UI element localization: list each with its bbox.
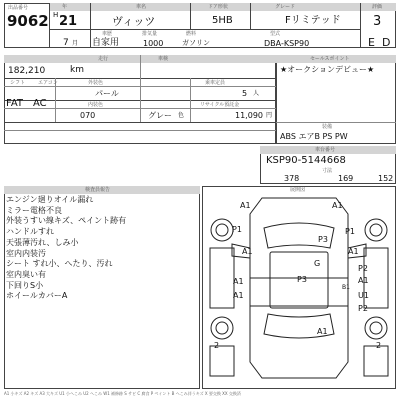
aircon-value: AC bbox=[33, 98, 47, 109]
era-year: 21 bbox=[59, 14, 78, 29]
damage-mark: A1 bbox=[233, 291, 244, 300]
damage-mark: A1 bbox=[358, 276, 369, 285]
usage-label: 車歴 bbox=[102, 31, 113, 37]
dim-length: 378 bbox=[284, 174, 300, 183]
month-value: 7 bbox=[63, 38, 69, 48]
note-item: 室内臭い有 bbox=[6, 269, 46, 279]
damage-mark: B1 bbox=[342, 284, 350, 291]
shift-label: シフト bbox=[10, 80, 26, 86]
equipment-list: ABS エアB PS PW bbox=[280, 132, 348, 141]
fuel-value: ガソリン bbox=[182, 39, 210, 47]
damage-mark: P2 bbox=[358, 264, 368, 273]
transmission-value: FAT bbox=[6, 98, 24, 109]
sales-label: セールスポイント bbox=[310, 56, 350, 62]
damage-mark: U1 bbox=[358, 291, 369, 300]
damage-mark: 2 bbox=[214, 341, 220, 350]
sales-point: ★オークションデビュー★ bbox=[280, 65, 375, 74]
score-exterior: D bbox=[382, 36, 391, 49]
mileage-unit: km bbox=[70, 65, 84, 75]
dims-label: 寸法 bbox=[322, 168, 333, 174]
wheel bbox=[211, 219, 233, 241]
damage-mark: A1 bbox=[332, 201, 343, 210]
mileage-label: 走行 bbox=[98, 56, 109, 62]
note-item: 外装うすい線キズ、ペイント跡有 bbox=[6, 216, 127, 226]
wheel bbox=[365, 317, 387, 339]
divider bbox=[250, 3, 251, 29]
month-unit: 月 bbox=[72, 40, 79, 47]
chassis-label: 車台番号 bbox=[315, 147, 336, 153]
grade-name: Fリミテッド bbox=[285, 15, 341, 26]
damage-mark: A1 bbox=[317, 327, 328, 336]
dim-width: 169 bbox=[338, 174, 354, 183]
era-letter: H bbox=[53, 11, 59, 19]
lot-number: 9062 bbox=[7, 12, 49, 30]
damage-mark: A1 bbox=[348, 247, 359, 256]
damage-mark: P1 bbox=[232, 225, 242, 234]
damage-mark: P2 bbox=[358, 304, 368, 313]
divider bbox=[190, 3, 191, 29]
note-item: ハンドルすれ bbox=[6, 227, 54, 237]
note-item: ミラー電格不良 bbox=[6, 205, 62, 215]
inspection-label: 車検 bbox=[158, 56, 169, 62]
interior-unit: 色 bbox=[178, 112, 185, 119]
color-label: 外装色 bbox=[88, 80, 104, 86]
divider bbox=[140, 55, 141, 122]
price-unit: 円 bbox=[266, 112, 273, 119]
note-item: ホイールカバーA bbox=[6, 291, 68, 301]
interior-color: グレー bbox=[148, 111, 172, 120]
disp-label: 排気量 bbox=[142, 31, 158, 37]
damage-mark: G bbox=[314, 259, 321, 268]
damage-mark: A1 bbox=[240, 201, 251, 210]
lot-label: 出品番号 bbox=[8, 5, 29, 11]
divider bbox=[190, 78, 191, 122]
damage-mark: P3 bbox=[318, 235, 328, 244]
note-item: 下回りS小 bbox=[6, 280, 44, 290]
mileage-value: 182,210 bbox=[8, 66, 46, 76]
body-type: 5HB bbox=[212, 15, 233, 26]
score-value: 3 bbox=[373, 14, 382, 29]
color-code: 070 bbox=[80, 111, 96, 120]
divider bbox=[276, 122, 396, 123]
era-label: 年 bbox=[62, 4, 68, 10]
seats-value: 5 bbox=[242, 89, 248, 98]
divider bbox=[360, 3, 361, 48]
divider bbox=[90, 3, 91, 48]
chassis-number: KSP90-5144668 bbox=[266, 155, 346, 166]
divider bbox=[4, 130, 276, 131]
note-item: 室内内装汚 bbox=[6, 248, 46, 258]
damage-mark: P3 bbox=[297, 275, 307, 284]
damage-mark: 2 bbox=[376, 341, 382, 350]
damage-mark: P1 bbox=[345, 227, 355, 236]
dim-height: 152 bbox=[378, 174, 394, 183]
color-name: パール bbox=[95, 89, 119, 98]
grade-label: グレード bbox=[275, 4, 296, 10]
equipment-label: 装備 bbox=[322, 124, 333, 130]
usage-value: 自家用 bbox=[92, 38, 120, 48]
note-item: エンジン廻りオイル漏れ bbox=[6, 195, 94, 204]
car-name: ヴィッツ bbox=[112, 15, 156, 28]
doors-label: ドア形状 bbox=[208, 4, 228, 10]
wheel bbox=[211, 317, 233, 339]
footer-legend: A1 小キズ A2 キズ A3 大キズ U1 小へこみ U2 へこみ W1 補修跡 S サビ C 腐食 P ペイント B へこみ伴うキズ X 要交換 XX 交換済 bbox=[4, 391, 241, 396]
seats-label: 乗車定員 bbox=[205, 80, 226, 86]
notes-title: 検査員報告 bbox=[85, 187, 111, 193]
fuel-label: 燃料 bbox=[186, 31, 197, 37]
interior-label: 内装色 bbox=[88, 102, 104, 108]
divider bbox=[4, 122, 276, 123]
model-code: DBA-KSP90 bbox=[264, 39, 310, 48]
price-value: 11,090 bbox=[235, 111, 263, 120]
wheel bbox=[365, 219, 387, 241]
note-item: シート すれ小、へたり、汚れ bbox=[6, 259, 113, 269]
aircon-label: エアコン bbox=[38, 80, 58, 86]
seats-unit: 人 bbox=[253, 90, 260, 97]
damage-mark: A1 bbox=[242, 247, 253, 256]
divider bbox=[50, 29, 360, 30]
displacement-value: 1000 bbox=[143, 39, 164, 48]
model-label: 型式 bbox=[270, 31, 281, 37]
score-interior: E bbox=[368, 36, 375, 49]
car-name-label: 車名 bbox=[136, 4, 147, 10]
car-diagram bbox=[202, 186, 396, 389]
inspection-notes bbox=[6, 195, 198, 302]
diagram-label: 展開図 bbox=[290, 187, 306, 193]
damage-mark: A1 bbox=[233, 277, 244, 286]
car-outline bbox=[250, 198, 348, 378]
score-label: 評価 bbox=[372, 4, 383, 10]
price-label: リサイクル預託金 bbox=[200, 102, 240, 108]
note-item: 天張薄汚れ、しみ小 bbox=[6, 237, 79, 247]
